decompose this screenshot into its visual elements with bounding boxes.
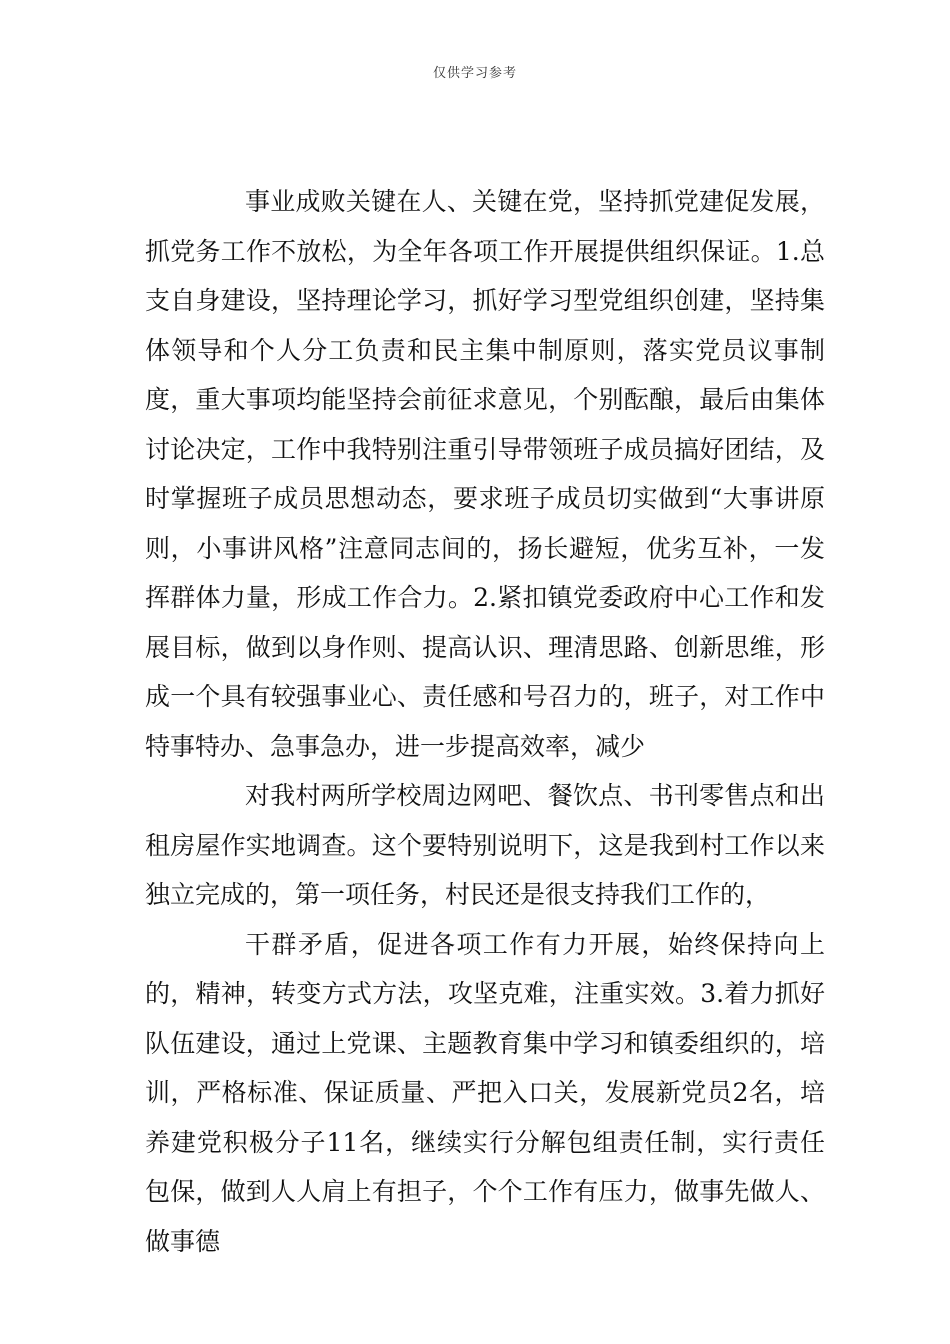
- paragraph-1: 事业成败关键在人、关键在党，坚持抓党建促发展，抓党务工作不放松，为全年各项工作开展提供组织保证。1.总支自身建设，坚持理论学习，抓好学习型党组织创建，坚持集体领导和个人分工负责和民主集中制原则，落实党员议事制度，重大事项均能坚持会前征求意见，个别酝酿，最后由集体讨论决定，工作中我特别注重引导带领班子成员搞好团结，及时掌握班子成员思想动态，要求班子成员切实做到“大事讲原则，小事讲风格”注意同志间的，扬长避短，优劣互补，一发挥群体力量，形成工作合力。2.紧扣镇党委政府中心工作和发展目标，做到以身作则、提高认识、理清思路、创新思维，形成一个具有较强事业心、责任感和号召力的，班子，对工作中特事特办、急事急办，进一步提高效率，减少: [145, 187, 825, 761]
- document-body: [145, 177, 825, 1266]
- paragraph-3: 干群矛盾，促进各项工作有力开展，始终保持向上的，精神，转变方式方法，攻坚克难，注重实效。3.着力抓好队伍建设，通过上党课、主题教育集中学习和镇委组织的，培训，严格标准、保证质量、严把入口关，发展新党员2名，培养建党积极分子11名，继续实行分解包组责任制，实行责任包保，做到人人肩上有担子，个个工作有压力，做事先做人、做事德: [145, 929, 825, 1256]
- page-header: 仅供学习参考: [432, 66, 517, 81]
- paragraph-2: 对我村两所学校周边网吧、餐饮点、书刊零售点和出租房屋作实地调查。这个要特别说明下，这是我到村工作以来独立完成的，第一项任务，村民还是很支持我们工作的，: [145, 781, 825, 909]
